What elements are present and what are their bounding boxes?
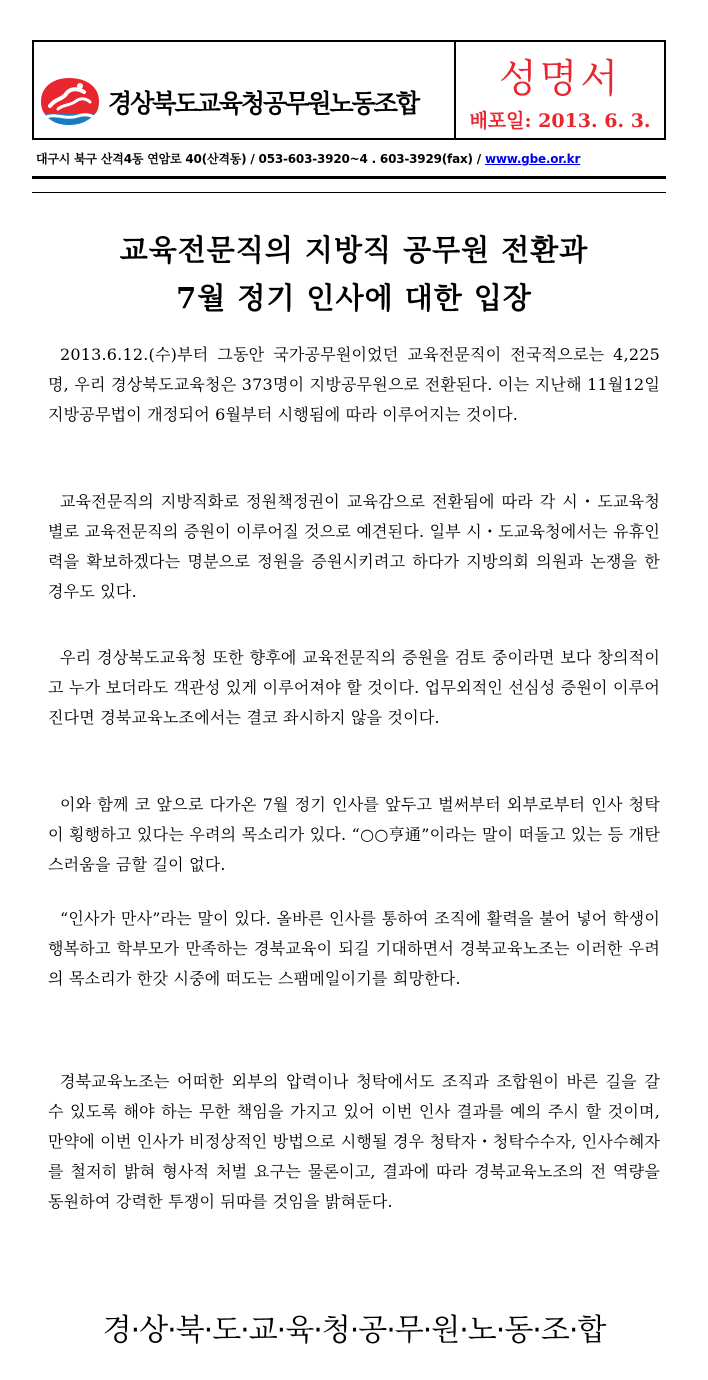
footer-signature: 경·상·북·도·교·육·청·공·무·원·노·동·조·합 (102, 1313, 606, 1348)
paragraph-5: “인사가 만사”라는 말이 있다. 올바른 인사를 통하여 조직에 활력을 불어 넣어 학생이 행복하고 학부모가 만족하는 경북교육이 되길 기대하면서 경북교육노조는 이러한 우려의 목소리가 한갓 시중에 떠도는 스팸메일이기를 희망한다. (48, 909, 660, 988)
statement-title-line-1: 교육전문직의 지방직 공무원 전환과 (119, 233, 589, 267)
divider-thick (32, 176, 666, 179)
statement-title-line-2: 7월 정기 인사에 대한 입장 (176, 281, 532, 315)
paragraph-6: 경북교육노조는 어떠한 외부의 압력이나 청탁에서도 조직과 조합원이 바른 길을 갈 수 있도록 해야 하는 무한 책임을 가지고 있어 이번 인사 결과를 예의 주시 할 것이며, 만약에 이번 인사가 비정상적인 방법으로 시행될 경우 청탁자・청탁수수자, 인사수혜자를 철저히 밝혀 형사적 처벌 요구는 물론이고, 결과에 따라 경북교육노조의 전 역량을 동원하여 강력한 투쟁이 뒤따를 것임을 밝혀둔다. (48, 1072, 660, 1211)
union-logo-icon (38, 76, 100, 126)
letterhead-right (456, 42, 664, 138)
address-line (36, 150, 580, 167)
paragraph-4: 이와 함께 코 앞으로 다가온 7월 정기 인사를 앞두고 벌써부터 외부로부터 인사 청탁이 횡행하고 있다는 우려의 목소리가 있다. “○○亨通”이라는 말이 떠돌고 있는 등 개탄스러움을 금할 길이 없다. (48, 795, 660, 874)
divider-thin (32, 192, 666, 193)
paragraph-1: 2013.6.12.(수)부터 그동안 국가공무원이었던 교육전문직이 전국적으로는 4,225명, 우리 경상북도교육청은 373명이 지방공무원으로 전환된다. 이는 지난해 11월12일 지방공무법이 개정되어 6월부터 시행됨에 따라 이루어지는 것이다. (48, 345, 660, 424)
letterhead (32, 40, 666, 140)
document-type: 성명서 (498, 57, 622, 102)
distribution-date: 배포일: 2013. 6. 3. (469, 110, 651, 132)
letterhead-left (34, 42, 456, 138)
website-link[interactable]: www.gbe.or.kr (484, 152, 581, 166)
org-name: 경상북도교육청공무원노동조합 (108, 89, 419, 118)
address-text: 대구시 북구 산격4동 연암로 40(산격동) / 053-603-3920~4 . 603-3929(fax) / (36, 152, 485, 166)
paragraph-2: 교육전문직의 지방직화로 정원책정권이 교육감으로 전환됨에 따라 각 시・도교육청별로 교육전문직의 증원이 이루어질 것으로 예견된다. 일부 시・도교육청에서는 유휴인력을 확보하겠다는 명분으로 정원을 증원시키려고 하다가 지방의회 의원과 논쟁을 한 경우도 있다. (48, 492, 660, 601)
paragraph-3: 우리 경상북도교육청 또한 향후에 교육전문직의 증원을 검토 중이라면 보다 창의적이고 누가 보더라도 객관성 있게 이루어져야 할 것이다. 업무외적인 선심성 증원이 이루어진다면 경북교육노조에서는 결코 좌시하지 않을 것이다. (48, 648, 660, 727)
